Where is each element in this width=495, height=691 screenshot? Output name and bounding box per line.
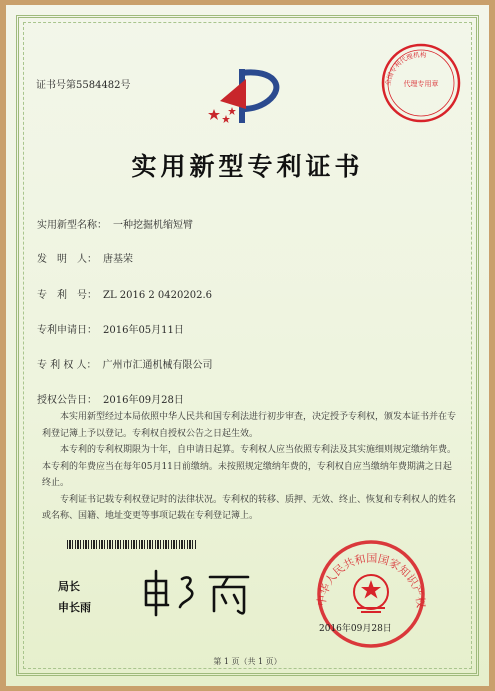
barcode [67,540,197,549]
grant-date-row [37,391,184,406]
body-paragraph: 专利证书记载专利权登记时的法律状况。专利权的转移、质押、无效、终止、恢复和专利权人的姓名或名称、国籍、地址变更等事项记载在专利登记簿上。 [42,494,457,521]
utility-model-name-row [37,216,193,231]
director-signature [136,567,266,619]
agency-seal-stamp [378,40,464,126]
svg-text:全国专利代理机构: 全国专利代理机构 [383,50,427,87]
inventor-row [37,250,133,265]
director-title: 局长 [58,580,80,593]
filing-date-value: 2016年05月11日 [103,325,184,336]
body-paragraph: 本实用新型经过本局依照中华人民共和国专利法进行初步审查，决定授予专利权，颁发本证书并在专利登记簿上予以登记。专利权自授权公告之日起生效。 [42,412,457,439]
body-paragraph: 本专利的专利权期限为十年，自申请日起算。专利权人应当依照专利法及其实施细则规定缴纳年费。本专利的年费应当在每年05月11日前缴纳。未按照规定缴纳年费的，专利权自应当缴纳年费期满之日起终止。 [42,445,457,488]
director-name: 申长雨 [58,601,91,614]
utility-model-name-value: 一种挖掘机缩短臂 [113,220,193,231]
svg-text:代理专用章: 代理专用章 [403,80,439,88]
inventor-value: 唐基荣 [103,254,133,265]
grant-date-label: 授权公告日： [37,395,97,406]
certificate-body-text [42,409,457,525]
seal-date: 2016年09月28日 [319,624,392,634]
filing-date-row [37,321,184,336]
svg-text:中华人民共和国国家知识产权局 [294,528,429,609]
filing-date-label: 专利申请日： [37,325,97,336]
inventor-label: 发 明 人： [37,254,97,265]
certificate-page [6,5,489,686]
page-footer: 第 1 页（共 1 页） [213,657,282,666]
patentee-value: 广州市汇通机械有限公司 [102,360,213,371]
utility-model-name-label: 实用新型名称： [37,220,107,231]
patentee-label: 专 利 权 人： [37,360,97,371]
patent-number-row [37,286,212,301]
seal-arc-text: 中华人民共和国国家知识产权局 [293,528,428,609]
certificate-number: 证书号第5584482号 [36,80,131,91]
grant-date-value: 2016年09月28日 [103,395,184,406]
patent-number-label: 专 利 号： [37,290,97,301]
patent-number-value: ZL 2016 2 0420202.6 [103,290,213,301]
certificate-title: 实用新型专利证书 [131,152,364,181]
patentee-row [37,356,213,371]
national-ipa-seal [293,528,449,653]
patent-office-logo [206,65,294,127]
